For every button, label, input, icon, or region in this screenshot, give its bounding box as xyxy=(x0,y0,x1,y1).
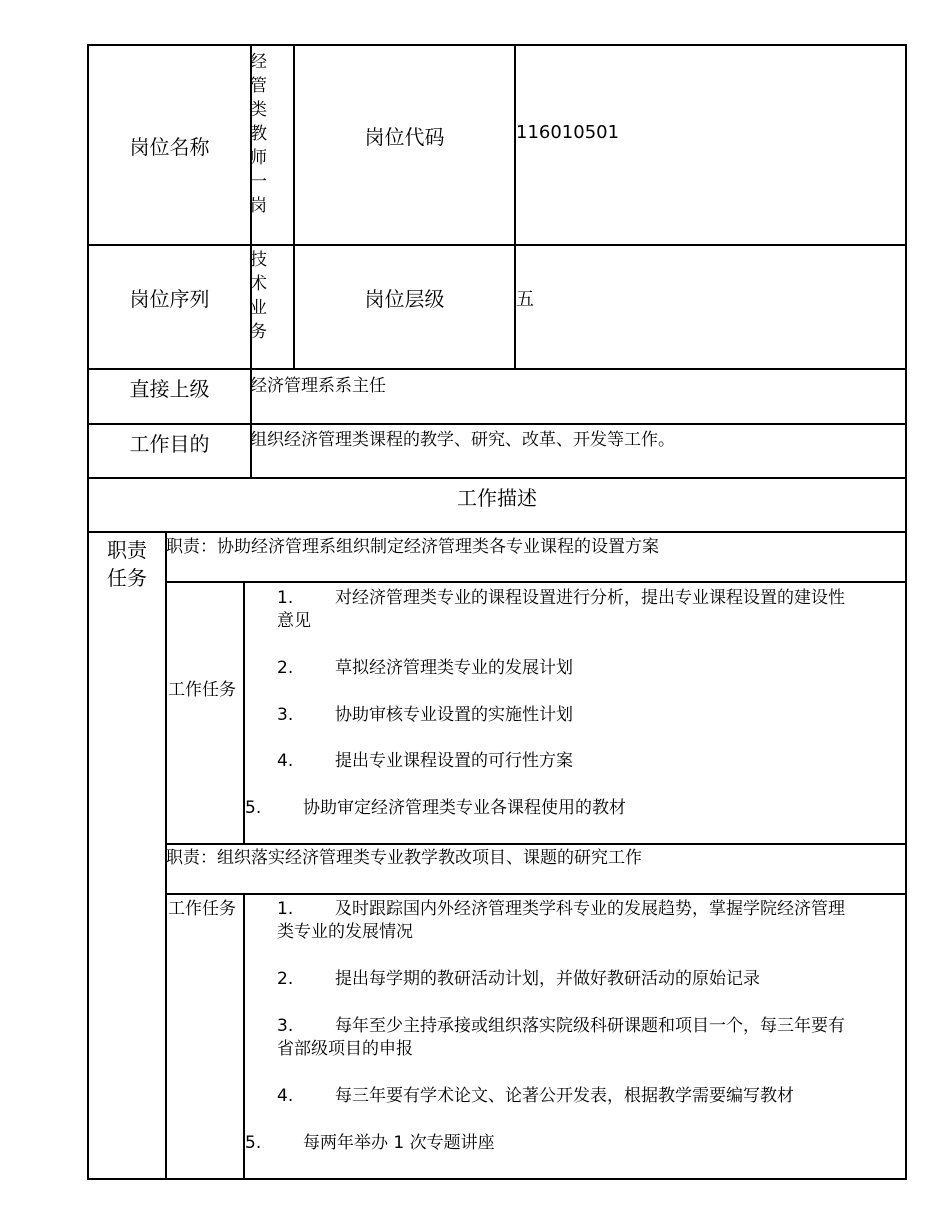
row-divider xyxy=(87,531,907,533)
row-divider xyxy=(87,423,907,425)
task-item: 3. 每年至少主持承接或组织落实院级科研课题和项目一个，每三年要有 xyxy=(277,1016,845,1036)
task-item: 4. 提出专业课程设置的可行性方案 xyxy=(277,751,573,771)
row-divider xyxy=(165,581,907,583)
position-name-label: 岗位名称 xyxy=(129,134,210,159)
section-title: 工作描述 xyxy=(457,486,537,510)
position-name-value: 经管类教师一岗 xyxy=(250,52,267,216)
table-border-bottom xyxy=(87,1178,907,1180)
duty-title: 职责：组织落实经济管理类专业教学教改项目、课题的研究工作 xyxy=(166,848,642,868)
supervisor-label: 直接上级 xyxy=(129,377,210,401)
row-divider xyxy=(87,368,907,370)
duty-title: 职责：协助经济管理系组织制定经济管理类各专业课程的设置方案 xyxy=(166,537,659,557)
task-item-continuation: 意见 xyxy=(277,611,311,631)
task-item: 1. 及时跟踪国内外经济管理类学科专业的发展趋势，掌握学院经济管理 xyxy=(277,899,845,919)
position-series-value: 技术业务 xyxy=(250,250,267,342)
row-divider xyxy=(87,477,907,479)
table-border-right xyxy=(905,44,907,1180)
column-divider xyxy=(514,44,516,369)
task-item-continuation: 类专业的发展情况 xyxy=(277,922,413,942)
position-series-label: 岗位序列 xyxy=(129,286,210,311)
task-item: 2. 草拟经济管理类专业的发展计划 xyxy=(277,658,573,678)
position-code-label: 岗位代码 xyxy=(364,124,445,149)
position-code-value: 116010501 xyxy=(516,122,620,143)
task-label: 工作任务 xyxy=(168,680,236,700)
purpose-label: 工作目的 xyxy=(129,432,210,456)
supervisor-value: 经济管理系系主任 xyxy=(250,376,386,396)
task-item: 1. 对经济管理类专业的课程设置进行分析，提出专业课程设置的建设性 xyxy=(277,588,845,608)
task-label: 工作任务 xyxy=(168,899,236,919)
task-item: 5. 协助审定经济管理类专业各课程使用的教材 xyxy=(245,798,626,818)
row-divider xyxy=(165,843,907,845)
purpose-value: 组织经济管理类课程的教学、研究、改革、开发等工作。 xyxy=(250,430,675,450)
task-item: 3. 协助审核专业设置的实施性计划 xyxy=(277,705,573,725)
task-item: 5. 每两年举办 1 次专题讲座 xyxy=(245,1133,495,1153)
task-item: 4. 每三年要有学术论文、论著公开发表，根据教学需要编写教材 xyxy=(277,1086,794,1106)
task-item: 2. 提出每学期的教研活动计划，并做好教研活动的原始记录 xyxy=(277,969,760,989)
duty-label: 职责任务 xyxy=(107,538,147,590)
position-level-value: 五 xyxy=(516,289,534,310)
row-divider xyxy=(165,893,907,895)
task-item-continuation: 省部级项目的申报 xyxy=(277,1039,413,1059)
position-level-label: 岗位层级 xyxy=(364,286,445,311)
